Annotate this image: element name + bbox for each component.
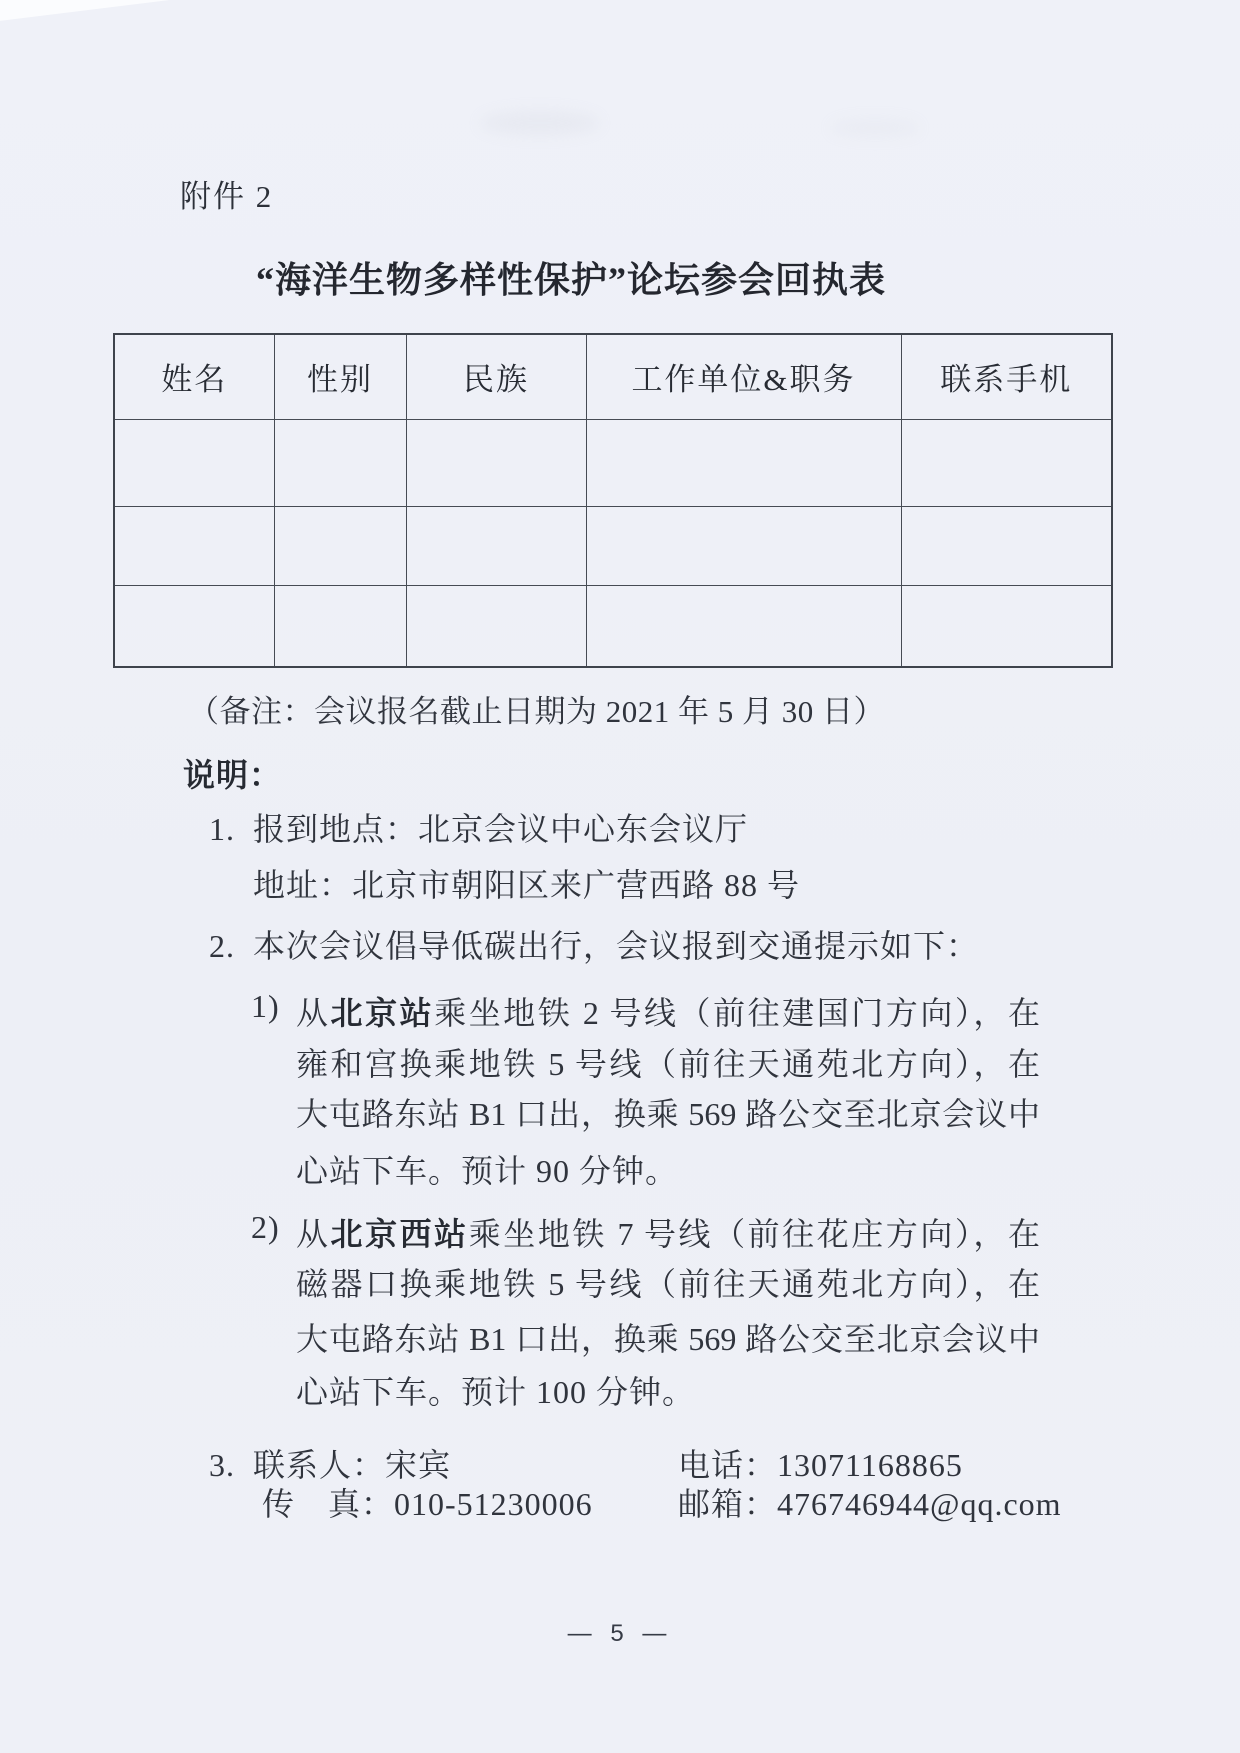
registration-table [113,333,1113,668]
table-cell [901,585,1112,667]
header-gender: 性别 [274,334,406,419]
route-text: 从 [296,995,331,1031]
page-title: “海洋生物多样性保护”论坛参会回执表 [256,260,887,300]
route-text: 乘坐地铁 7 号线（前往花庄方向），在 [468,1216,1040,1252]
table-row [114,585,1112,667]
table-cell [114,585,274,667]
table-header-row [114,334,1112,419]
contact-person: 联系人：宋宾 [253,1447,452,1483]
table-cell [406,419,586,506]
contact-fax: 传 真：010-51230006 [262,1486,593,1522]
route-text: 从 [296,1216,331,1252]
instruction-item-1 [209,804,748,850]
list-marker: 1. [209,811,235,847]
scan-smudge [830,118,920,138]
sub-item-1-line-1 [296,988,1040,1034]
table-cell [406,506,586,585]
instructions-heading: 说明： [183,757,283,793]
item1-address: 地址：北京市朝阳区来广营西路 88 号 [253,867,801,903]
deadline-note: （备注：会议报名截止日期为 2021 年 5 月 30 日） [188,694,885,729]
contact-email: 邮箱：476746944@qq.com [678,1486,1062,1522]
item2-text: 本次会议倡导低碳出行，会议报到交通提示如下： [253,928,980,964]
table-cell [901,506,1112,585]
table-row [114,419,1112,506]
contact-phone: 电话：13071168865 [678,1447,963,1483]
header-workunit-position: 工作单位&职务 [586,334,901,419]
station-name: 北京站 [330,995,435,1031]
list-marker: 3. [209,1447,235,1483]
table-cell [406,585,586,667]
sub-item-2-line-4: 心站下车。预计 100 分钟。 [296,1374,696,1410]
attachment-label: 附件 2 [180,179,274,214]
table-row [114,506,1112,585]
table-cell [901,419,1112,506]
table-cell [586,585,901,667]
table-cell [274,585,406,667]
table-cell [114,506,274,585]
sub-item-1-line-4: 心站下车。预计 90 分钟。 [296,1153,679,1189]
header-ethnicity: 民族 [406,334,586,419]
page-number: — 5 — [567,1620,673,1647]
sub-item-2-line-1 [296,1209,1040,1255]
sub-item-1-line-2: 雍和宫换乘地铁 5 号线（前往天通苑北方向），在 [296,1046,1040,1082]
scan-smudge [480,110,600,136]
header-name: 姓名 [114,334,274,419]
sub-item-2-marker: 2) [251,1209,280,1245]
item1-text: 报到地点：北京会议中心东会议厅 [253,811,749,847]
header-mobile: 联系手机 [901,334,1112,419]
list-marker: 2. [209,928,235,964]
sub-item-1-marker: 1) [251,988,280,1024]
scan-edge-artifact [0,0,276,23]
table-cell [114,419,274,506]
route-text: 乘坐地铁 2 号线（前往建国门方向），在 [434,995,1040,1031]
station-name: 北京西站 [330,1216,469,1252]
table-cell [586,419,901,506]
instruction-item-2 [209,921,979,967]
sub-item-2-line-3: 大屯路东站 B1 口出，换乘 569 路公交至北京会议中 [296,1321,1040,1357]
sub-item-1-line-3: 大屯路东站 B1 口出，换乘 569 路公交至北京会议中 [296,1096,1040,1132]
table-cell [274,419,406,506]
sub-item-2-line-2: 磁器口换乘地铁 5 号线（前往天通苑北方向），在 [296,1266,1040,1302]
table-cell [586,506,901,585]
table-cell [274,506,406,585]
